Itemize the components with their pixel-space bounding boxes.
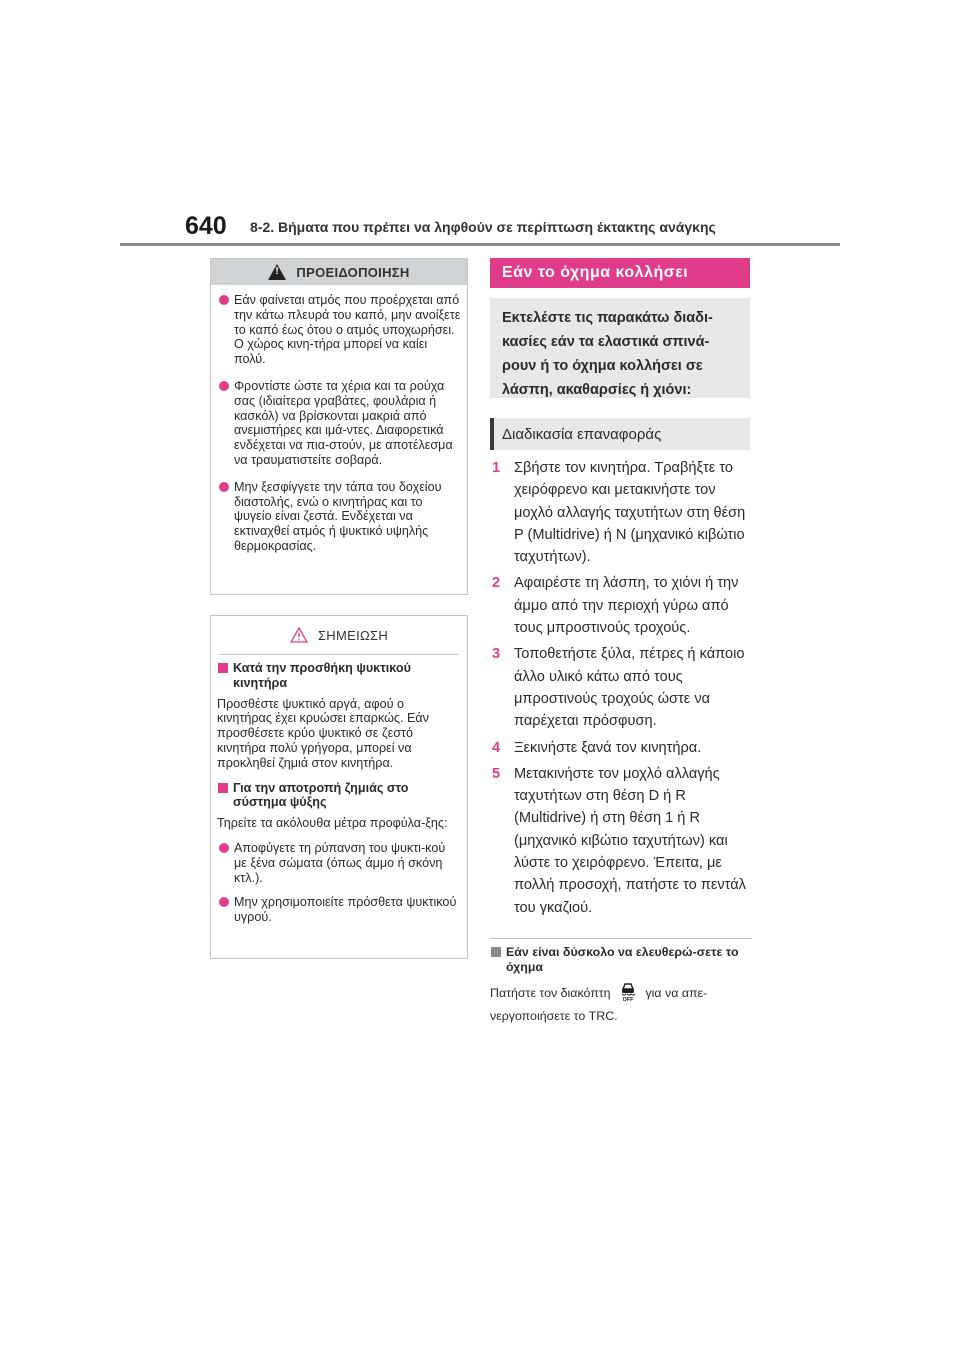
notice-item — [217, 841, 461, 885]
bullet-dot-icon — [219, 295, 229, 305]
step-text: Σβήστε τον κινητήρα. Τραβήξτε το χειρόφρενο και μετακινήστε τον μοχλό αλλαγής ταχυτήτων στη θέση P (Multidrive) ή N (μηχανικό κιβώτιο ταχυτήτων). — [514, 460, 746, 566]
bullet-dot-icon — [219, 381, 229, 391]
trc-off-icon — [618, 980, 638, 1002]
step-item — [490, 572, 752, 639]
notice-title: ΣΗΜΕΙΩΣΗ — [317, 627, 389, 643]
bullet-dot-icon — [219, 482, 229, 492]
tip-text-after: για να απε-νεργοποιήσετε το TRC. — [490, 986, 708, 1023]
notice-item — [217, 895, 461, 925]
step-number: 5 — [492, 765, 501, 782]
notice-heading-text: Για την αποτροπή ζημιάς στο σύστημα ψύξης — [233, 780, 409, 810]
notice-heading-text: Κατά την προσθήκη ψυκτικού κινητήρα — [233, 661, 411, 690]
step-item — [490, 643, 752, 732]
notice-header — [211, 616, 467, 650]
tip-text-before: Πατήστε τον διακόπτη — [490, 986, 611, 1000]
warning-body — [211, 285, 467, 554]
notice-item-text: Αποφύγετε τη ρύπανση του ψυκτι-κού με ξένα σώματα (όπως άμμο ή σκόνη κτλ.). — [234, 840, 446, 885]
warning-title: ΠΡΟΕΙΔΟΠΟΙΗΣΗ — [296, 264, 410, 280]
warning-item-text: Φροντίστε ώστε τα χέρια και τα ρούχα σας (ιδιαίτερα γραβάτες, φουλάρια ή κασκόλ) να βρίσκονται μακριά από ανεμιστήρες και ιμά-ντες. Διαφορετικά ενδέχεται να πια-στούν, με αποτέλεσμα να τραυματιστείτε σοβαρά. — [234, 378, 453, 467]
warning-triangle-icon — [268, 264, 286, 280]
notice-body — [211, 655, 467, 925]
warning-box — [210, 258, 468, 595]
tip-heading-text: Εάν είναι δύσκολο να ελευθερώ-σετε το όχημα — [506, 945, 739, 974]
tip-text — [490, 982, 752, 1027]
caution-triangle-icon — [290, 627, 308, 643]
step-number: 1 — [492, 460, 501, 476]
step-number: 2 — [492, 575, 501, 592]
procedure-steps — [490, 457, 752, 923]
trc-off-label: OFF — [622, 996, 634, 1002]
warning-item-text: Μην ξεσφίγγετε την τάπα του δοχείου διαστολής, ενώ ο κινητήρας και το ψυγείο είναι ζεστά. Ενδέχεται να εκτιναχθεί ατμός ή ψυκτικό υψηλής θερμοκρασίας. — [234, 479, 442, 553]
step-text: Ξεκινήστε ξανά τον κινητήρα. — [514, 739, 702, 756]
tip-heading — [490, 945, 752, 974]
step-item — [490, 457, 752, 568]
step-text: Αφαιρέστε τη λάσπη, το χιόνι ή την άμμο από την περιοχή γύρω από τους μπροστινούς τροχούς. — [514, 575, 739, 637]
square-bullet-icon — [491, 947, 501, 957]
chapter-title: 8-2. Βήματα που πρέπει να ληφθούν σε περίπτωση έκτακτης ανάγκης — [250, 219, 716, 235]
step-item — [490, 737, 752, 759]
notice-item-text: Μην χρησιμοποιείτε πρόσθετα ψυκτικού υγρού. — [234, 895, 457, 925]
notice-paragraph: Τηρείτε τα ακόλουθα μέτρα προφύλα-ξης: — [217, 816, 448, 831]
tip-divider — [490, 938, 752, 939]
warning-item-text: Εάν φαίνεται ατμός που προέρχεται από την κάτω πλευρά του καπό, μην ανοίξετε το καπό έως ότου ο ατμός υποχωρήσει. Ο χώρος κινη-τήρα μπορεί να καίει πολύ. — [234, 293, 461, 367]
warning-item — [217, 379, 461, 468]
notice-paragraph: Προσθέστε ψυκτικό αργά, αφού ο κινητήρας έχει κρυώσει επαρκώς. Εάν προσθέσετε κρύο ψυκτικό σε ζεστό κινητήρα πολύ γρήγορα, μπορεί να προκληθεί ζημιά στον κινητήρα. — [217, 696, 429, 770]
tip-section — [490, 945, 752, 1027]
step-text: Τοποθετήστε ξύλα, πέτρες ή κάποιο άλλο υλικό κάτω από τους μπροστινούς τροχούς ώστε να παρέχεται πρόσφυση. — [514, 646, 745, 730]
warning-item — [217, 480, 461, 554]
step-number: 4 — [492, 739, 501, 756]
notice-section-heading — [217, 661, 461, 691]
intro-box: Εκτελέστε τις παρακάτω διαδι-κασίες εάν τα ελαστικά σπινά-ρουν ή το όχημα κολλήσει σε λάσπη, ακαθαρσίες ή χιόνι: — [490, 298, 750, 398]
notice-box — [210, 615, 468, 959]
page-number: 640 — [185, 212, 227, 240]
warning-item — [217, 293, 461, 367]
warning-header — [211, 259, 467, 285]
header-divider — [120, 243, 840, 246]
bullet-dot-icon — [219, 897, 229, 907]
square-bullet-icon — [218, 663, 228, 673]
step-number: 3 — [492, 646, 501, 663]
subsection-title: Διαδικασία επαναφοράς — [490, 418, 750, 450]
bullet-dot-icon — [219, 843, 229, 853]
section-title-banner: Εάν το όχημα κολλήσει — [490, 258, 750, 288]
step-text: Μετακινήστε τον μοχλό αλλαγής ταχυτήτων στη θέση D ή R (Multidrive) ή στη θέση 1 ή R (μηχανικό κιβώτιο ταχυτήτων) και λύστε το χειρόφρενο. Έπειτα, με πολλή προσοχή, πατήστε το πεντάλ του γκαζιού. — [514, 765, 746, 916]
square-bullet-icon — [218, 783, 228, 793]
notice-section-heading — [217, 781, 461, 811]
step-item — [490, 763, 752, 919]
